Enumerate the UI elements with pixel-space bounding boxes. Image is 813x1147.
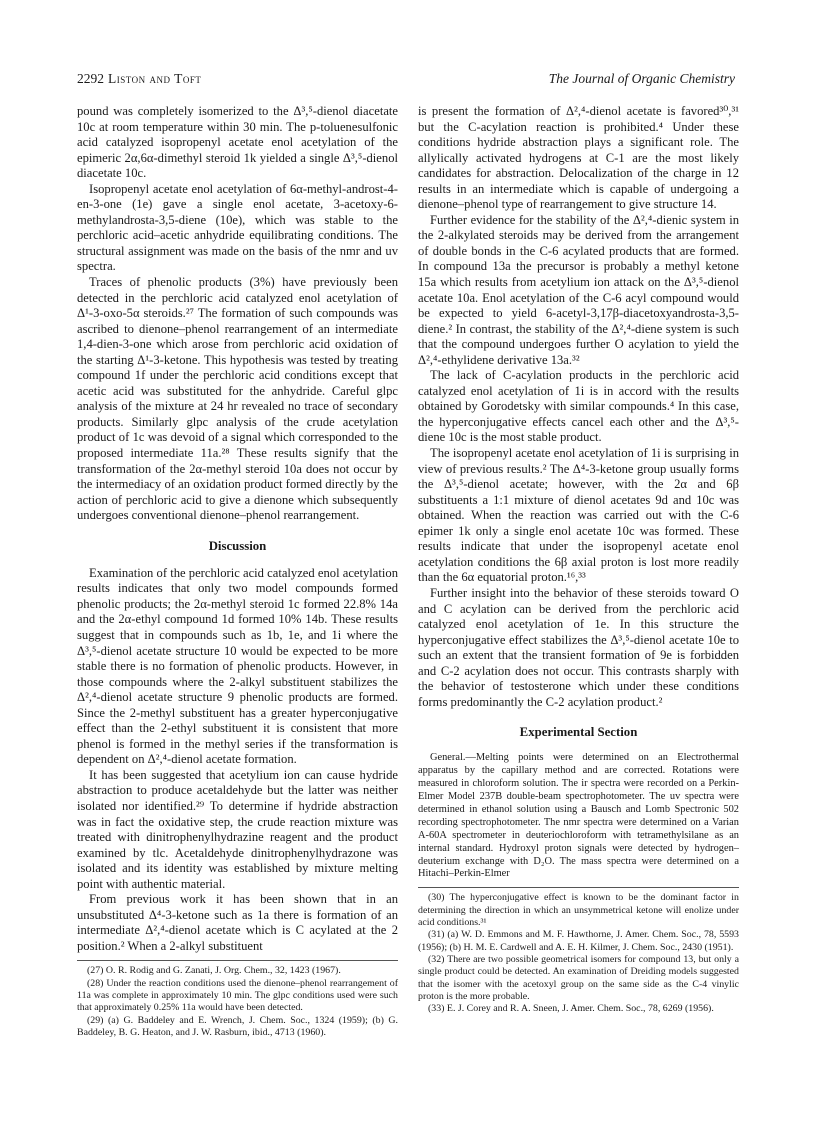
paragraph: is present the formation of Δ²,⁴-dienol acetate is favored³⁰,³¹ but the C-acylation reaction is prohibited.⁴ Under these conditions hydride abstraction plays a significant role. The allylically activated hydrogens at C-1 are the most likely candidates for abstraction. Delocalization of the charge in 12 results in an intermediate which is capable of undergoing a dienone–phenol type of rearrangement to give structure 14.	[418, 104, 739, 212]
footnote: (33) E. J. Corey and R. A. Sneen, J. Amer. Chem. Soc., 78, 6269 (1956).	[428, 1003, 714, 1015]
paragraph: The lack of C-acylation products in the perchloric acid catalyzed enol acetylation of 1i is in accord with the results obtained by Gorodetsky with similar compounds.⁴ In this case, the hyperconjugative effects cancel each other and the Δ³,⁵-diene 10c is the most stable product.	[418, 368, 739, 445]
footnote-divider	[77, 960, 398, 961]
section-heading-discussion: Discussion	[208, 538, 267, 553]
footnote-divider	[418, 887, 739, 888]
paragraph: General.—Melting points were determined on an Electrothermal apparatus by the capillary method and are corrected. Rotations were measured in chloroform solution. The ir spectra were recorded on a Perkin-Elmer Model 237B double-beam spectrophotometer. The uv spectra were determined in ethanol solution using a Bausch and Lomb Spectronic 502 recording spectrophotometer. The nmr spectra were determined on a Varian A-60A spectrometer in deuteriochloroform with tetramethylsilane as an internal standard. Hydroxyl proton signals were detected by hydrogen–deuterium exchange with D₂O. The mass spectra were determined on a Hitachi–Perkin-Elmer	[418, 752, 739, 880]
page-number: 2292	[77, 71, 104, 86]
footnote: (28) Under the reaction conditions used the dienone–phenol rearrangement of 11a was complete in approximately 10 min. The glpc conditions used were such that approximately 0.25% 11a would have been detected.	[77, 977, 398, 1014]
header-left	[77, 70, 201, 88]
footnote: (30) The hyperconjugative effect is known to be the dominant factor in determining the direction in which an unsymmetrical ketone will enolize under acid conditions.³¹	[418, 892, 739, 929]
footnote: (27) O. R. Rodig and G. Zanati, J. Org. Chem., 32, 1423 (1967).	[87, 965, 341, 977]
paragraph: Isopropenyl acetate enol acetylation of 6α-methyl-androst-4-en-3-one (1e) gave a single enol acetate, 3-acetoxy-6-methylandrosta-3,5-diene (10e), which was stable to the perchloric acid–acetic anhydride equilibrating conditions. The structural assignment was made on the basis of the nmr and uv spectra.	[77, 181, 398, 274]
paragraph: From previous work it has been shown that in an unsubstituted Δ⁴-3-ketone such as 1a there is formation of an intermediate Δ²,⁴-dienol acetate which is C acylated at the 2 position.² When a 2-alkyl substituent	[77, 892, 398, 953]
footnote: (29) (a) G. Baddeley and E. Wrench, J. Chem. Soc., 1324 (1959); (b) G. Baddeley, B. G. Heaton, and J. W. Rasburn, ibid., 4713 (1960).	[77, 1014, 398, 1039]
footnote: (32) There are two possible geometrical isomers for compound 13, but only a single product could be detected. An examination of Dreiding models suggested that the isomer with the acetoxyl group on the same side as the C-4 vinylic proton is the more probable.	[418, 954, 739, 1003]
paragraph: pound was completely isomerized to the Δ³,⁵-dienol diacetate 10c at room temperature within 30 min. The p-toluenesulfonic acid catalyzed isopropenyl acetate enol acetylation of the epimeric 2α,6α-dimethyl steroid 1k yielded a single Δ³,⁵-dienol diacetate 10c.	[77, 104, 398, 181]
left-column	[77, 104, 398, 1040]
page-header	[77, 70, 735, 88]
right-column	[418, 104, 739, 1016]
running-authors: Liston and Toft	[108, 71, 202, 86]
paragraph: Further evidence for the stability of the Δ²,⁴-dienic system in the 2-alkylated steroids may be derived from the arrangement of double bonds in the C-6 acylated products that are formed. In compound 13a the precursor is probably a methyl ketone 15a which results from acetylium ion attack on the Δ³,⁵-dienol acetate 10a. Enol acetylation of the C-6 acyl compound would be expected to yield 6-acetyl-3,17β-diacetoxyandrosta-3,5-diene.² In contrast, the stability of the Δ²,⁴-diene system is such that the compound undergoes further O acylation to yield the Δ²,⁴-ethylidene derivative 13a.³²	[418, 212, 739, 367]
footnote: (31) (a) W. D. Emmons and M. F. Hawthorne, J. Amer. Chem. Soc., 78, 5593 (1956); (b) H. M. E. Cardwell and A. E. H. Kilmer, J. Chem. Soc., 2430 (1951).	[418, 929, 739, 953]
paragraph: Examination of the perchloric acid catalyzed enol acetylation results indicates that only two model compounds formed phenolic products; the 2α-methyl steroid 1c formed 22.8% 14a and the 2α-ethyl compound 1d formed 10% 14b. These results suggest that in compounds such as 1b, 1e, and 1i where the Δ³,⁵-dienol acetate structure 10 would be expected to be more stable there is no formation of phenolic products. However, in those compounds where the 2-alkyl substituent stabilizes the Δ²,⁴-dienol acetate structure 9 phenolic products are formed. Since the 2-methyl substituent has a greater hyperconjugative effect than the 2-ethyl substituent it is consistent that more phenol is formed in the methyl series if the transformation is dependent on Δ²,⁴-dienol acetate formation.	[77, 565, 398, 767]
paragraph: It has been suggested that acetylium ion can cause hydride abstraction to produce acetaldehyde but the latter was neither isolated nor identified.²⁹ To determine if hydride abstraction was in fact the oxidative step, the crude reaction mixture was treated with dinitrophenylhydrazine reagent and the product examined by tlc. Acetaldehyde dinitrophenylhydrazone was isolated and its identity was established by mixture melting point with authentic material.	[77, 767, 398, 891]
paragraph: Traces of phenolic products (3%) have previously been detected in the perchloric acid catalyzed enol acetylation of Δ¹-3-oxo-5α steroids.²⁷ The formation of such compounds was ascribed to dienone–phenol rearrangement of an intermediate 1,4-dien-3-one which arose from perchloric acid oxidation of the starting Δ¹-3-ketone. This hypothesis was tested by treating compound 1f under the perchloric acid conditions except that acetic acid was substituted for the anhydride. Careful glpc analysis of the mixture at 24 hr revealed no trace of secondary products. Similarly glpc analysis of the crude acetylation product of 1c was devoid of a signal which corresponded to the proposed intermediate 11a.²⁸ These results signify that the transformation of the 2α-methyl steroid 10a does not occur by the intermediacy of an oxidation product formed directly by the action of perchloric acid to give a dienone which subsequently undergoes conventional dienone–phenol rearrangement.	[77, 275, 398, 523]
journal-title: The Journal of Organic Chemistry	[548, 71, 735, 86]
paragraph: Further insight into the behavior of these steroids toward O and C acylation can be derived from the perchloric acid catalyzed enol acetylation of 1e. In this structure the hyperconjugative effect stabilizes the Δ³,⁵-dienol acetate 10e to such an extent that the transient formation of 9e is forbidden and C-2 acylation does not occur. This contrasts sharply with the behavior of testosterone which under these conditions forms predominantly the C-2 acylation product.²	[418, 585, 739, 709]
section-heading-experimental: Experimental Section	[519, 725, 638, 740]
experimental-text	[418, 752, 739, 881]
paragraph: The isopropenyl acetate enol acetylation of 1i is surprising in view of previous results.² The Δ⁴-3-ketone group usually forms the Δ³,⁵-dienol acetate; however, with the 2α and 6β substituents a 1:1 mixture of dienol acetates 9d and 10c was obtained. When the reaction was carried out with the C-6 epimer 1k only a single enol acetate 10c was formed. These results indicate that under the isopropenyl acetate enol acetylation conditions the 6β axial proton is lost more readily than the 6α equatorial proton.¹⁶,³³	[418, 446, 739, 585]
footnotes-left	[77, 965, 398, 1039]
footnotes-right	[418, 892, 739, 1015]
